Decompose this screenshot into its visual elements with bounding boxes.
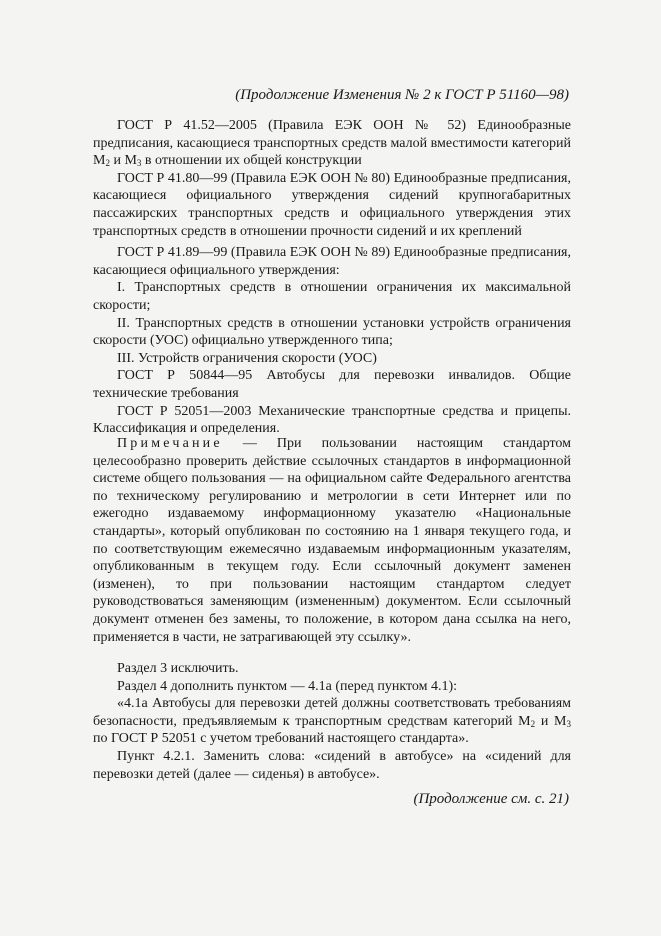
change-section-4: Раздел 4 дополнить пунктом — 4.1а (перед пунктом 4.1): <box>117 678 458 694</box>
continuation-header: (Продолжение Изменения № 2 к ГОСТ Р 51160—98) <box>235 87 569 103</box>
note-text: — При пользовании настоящим стандартом целесообразно проверить действие ссылочных стандартов в информационной системе общего пользования — на официальном сайте Федерального агентства по техническому регулированию и метрологии в сети Интернет или по ежегодно издаваемому информационному указателю «Национальные стандарты», который опубликован по состоянию на 1 января текущего года, и по соответствующим ежемесячно издаваемым информационным указателям, опубликованным в текущем году. Если ссылочный документ заменен (изменен), то при пользовании настоящим стандартом следует руководствоваться заменяющим (измененным) документом. Если ссылочный документ отменен без замены, то положение, в котором дана ссылка на него, применяется в части, не затрагивающей эту ссылку». <box>93 436 571 645</box>
reference-item-i: I. Транспортных средств в отношении ограничения их максимальной скорости; <box>93 280 571 313</box>
reference-gost-41-89: ГОСТ Р 41.89—99 (Правила ЕЭК ООН № 89) Единообразные предписания, касающиеся официального утверждения: <box>93 245 571 278</box>
note-block <box>93 435 571 646</box>
reference-gost-50844: ГОСТ Р 50844—95 Автобусы для перевозки инвалидов. Общие технические требования <box>93 368 571 401</box>
reference-item-ii: II. Транспортных средств в отношении установки устройств ограничения скорости (УОС) официально утвержденного типа; <box>93 315 571 349</box>
change-section-3: Раздел 3 исключить. <box>117 661 239 676</box>
reference-gost-41-80: ГОСТ Р 41.80—99 (Правила ЕЭК ООН № 80) Единообразные предписания, касающиеся официального утверждения сидений крупногабаритных пассажирских транспортных средств и официального утверждения этих транспортных средств в отношении прочности сидений и их креплений <box>93 170 571 239</box>
reference-gost-41-52: ГОСТ Р 41.52—2005 (Правила ЕЭК ООН № 52) Единообразные предписания, касающиеся транспортных средств малой вместимости категорий $М_2$ и $М_3$ в отношении их общей конструкции <box>93 118 571 169</box>
references-list <box>93 117 571 438</box>
change-item-4-1a: «4.1а Автобусы для перевозки детей должны соответствовать требованиям безопасности, предъявляемым к транспортным средствам категорий $М_2$ и $М_3$ по ГОСТ Р 52051 с учетом требований настоящего стандарта». <box>93 696 571 747</box>
change-item-4-2-1: Пункт 4.2.1. Заменить слова: «сидений в автобусе» на «сидений для перевозки детей (далее — сиденья) в автобусе». <box>93 748 571 782</box>
reference-item-iii: III. Устройств ограничения скорости (УОС) <box>117 350 377 366</box>
note-label: Примечание <box>117 436 223 451</box>
reference-gost-52051: ГОСТ Р 52051—2003 Механические транспортные средства и прицепы. Классификация и определения. <box>93 403 571 437</box>
changes-list <box>93 660 571 783</box>
continuation-footer: (Продолжение см. с. 21) <box>413 791 569 807</box>
